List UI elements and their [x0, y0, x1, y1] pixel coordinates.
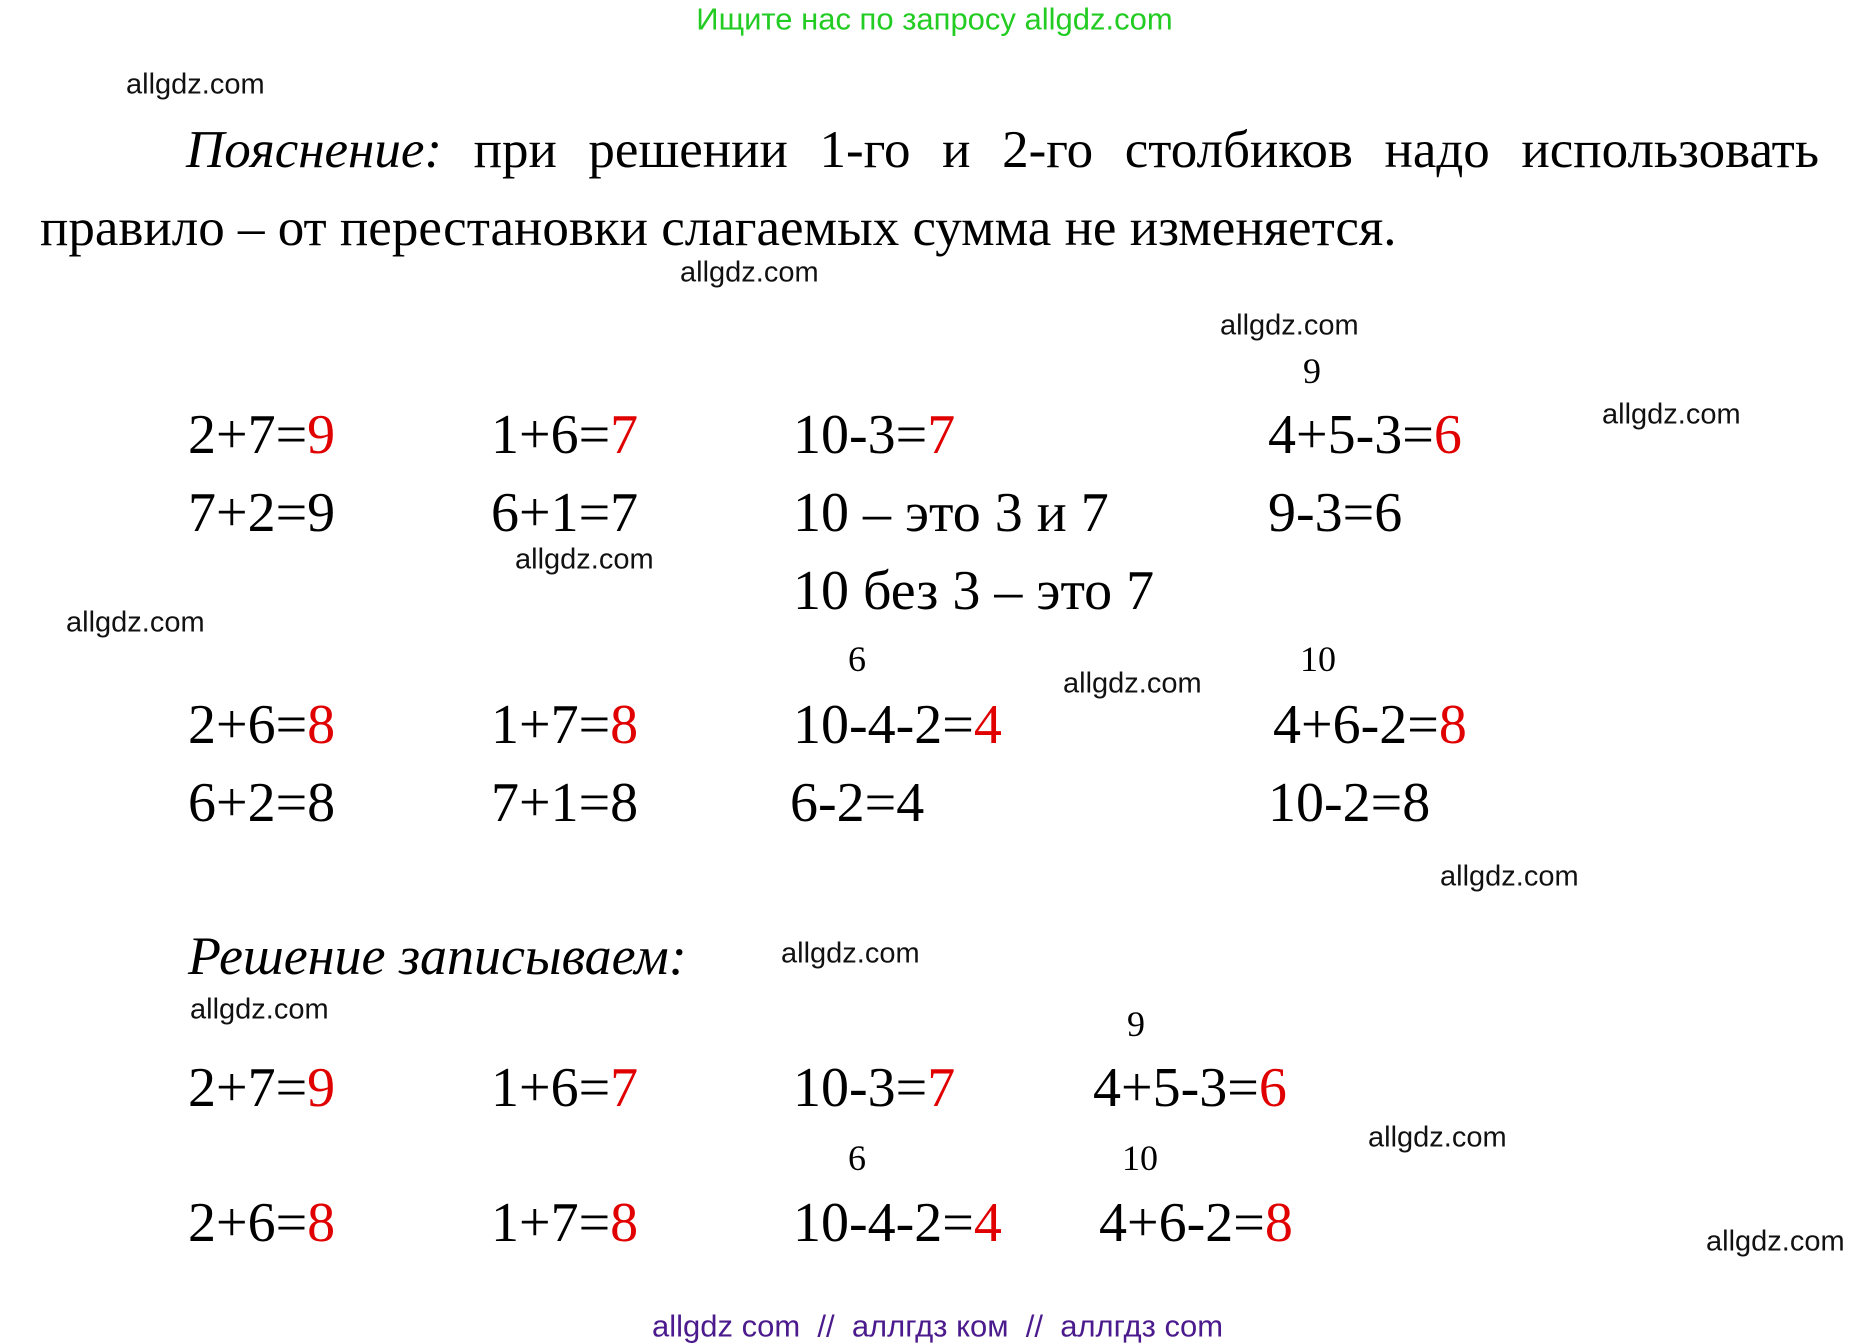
answer: 7 [610, 404, 639, 466]
equation: 10 без 3 – это 7 [793, 560, 1155, 622]
equation: 10-4-2=4 [793, 694, 1002, 756]
equation: 10-2=8 [1268, 772, 1431, 834]
intermediate-note: 10 [1122, 1138, 1158, 1178]
answer: 8 [610, 1192, 639, 1254]
equation: 10-4-2=4 [793, 1192, 1002, 1254]
watermark: allgdz.com [781, 937, 920, 970]
answer: 8 [307, 694, 336, 756]
answer: 4 [973, 1192, 1002, 1254]
intermediate-note: 9 [1127, 1004, 1145, 1044]
equation: 1+6=7 [491, 404, 639, 466]
watermark: allgdz.com [1602, 398, 1741, 431]
intermediate-note: 9 [1303, 351, 1321, 391]
equation: 4+5-3=6 [1093, 1057, 1287, 1119]
explanation-paragraph [40, 111, 1819, 267]
equation: 1+7=8 [491, 1192, 639, 1254]
watermark: allgdz.com [126, 68, 265, 101]
watermark: allgdz.com [1063, 667, 1202, 700]
answer: 7 [927, 1057, 956, 1119]
equation: 1+6=7 [491, 1057, 639, 1119]
watermark: allgdz.com [66, 606, 205, 639]
equation: 6+1=7 [491, 482, 639, 544]
answer: 8 [307, 1192, 336, 1254]
watermark: allgdz.com [1440, 860, 1579, 893]
intermediate-note: 10 [1300, 639, 1336, 679]
intermediate-note: 6 [848, 639, 866, 679]
equation: 4+5-3=6 [1268, 404, 1462, 466]
watermark: allgdz.com [190, 993, 329, 1026]
header-banner: Ищите нас по запросу allgdz.com [696, 1, 1173, 37]
watermark: allgdz.com [1368, 1121, 1507, 1154]
equation: 7+2=9 [188, 482, 336, 544]
equation: 6-2=4 [790, 772, 925, 834]
answer: 6 [1258, 1057, 1287, 1119]
answer: 4 [973, 694, 1002, 756]
watermark: allgdz.com [680, 256, 819, 289]
answer: 9 [307, 404, 336, 466]
watermark: allgdz.com [1706, 1225, 1845, 1258]
answer: 8 [1438, 694, 1467, 756]
equation: 4+6-2=8 [1273, 694, 1467, 756]
explanation-label: Пояснение: [186, 121, 443, 179]
equation: 2+6=8 [188, 1192, 336, 1254]
equation: 10-3=7 [793, 404, 956, 466]
equation: 2+6=8 [188, 694, 336, 756]
watermark: allgdz.com [1220, 309, 1359, 342]
answer: 8 [1264, 1192, 1293, 1254]
answer: 6 [1433, 404, 1462, 466]
answer: 7 [927, 404, 956, 466]
equation: 10-3=7 [793, 1057, 956, 1119]
equation: 1+7=8 [491, 694, 639, 756]
equation: 2+7=9 [188, 1057, 336, 1119]
watermark: allgdz.com [515, 543, 654, 576]
answer: 9 [307, 1057, 336, 1119]
footer-banner: allgdz com // аллгдз ком // аллгдз com [651, 1308, 1224, 1344]
intermediate-note: 6 [848, 1138, 866, 1178]
equation: 7+1=8 [491, 772, 639, 834]
equation: 6+2=8 [188, 772, 336, 834]
equation: 2+7=9 [188, 404, 336, 466]
equation: 4+6-2=8 [1099, 1192, 1293, 1254]
answer: 8 [610, 694, 639, 756]
equation: 9-3=6 [1268, 482, 1403, 544]
answer: 7 [610, 1057, 639, 1119]
explanation-text: при решении 1-го и 2-го столбиков надо использовать правило – от перестановки слагаемых сумма не изменяется. [40, 121, 1819, 257]
equation: 10 – это 3 и 7 [793, 482, 1109, 544]
solution-heading: Решение записываем: [188, 926, 687, 986]
